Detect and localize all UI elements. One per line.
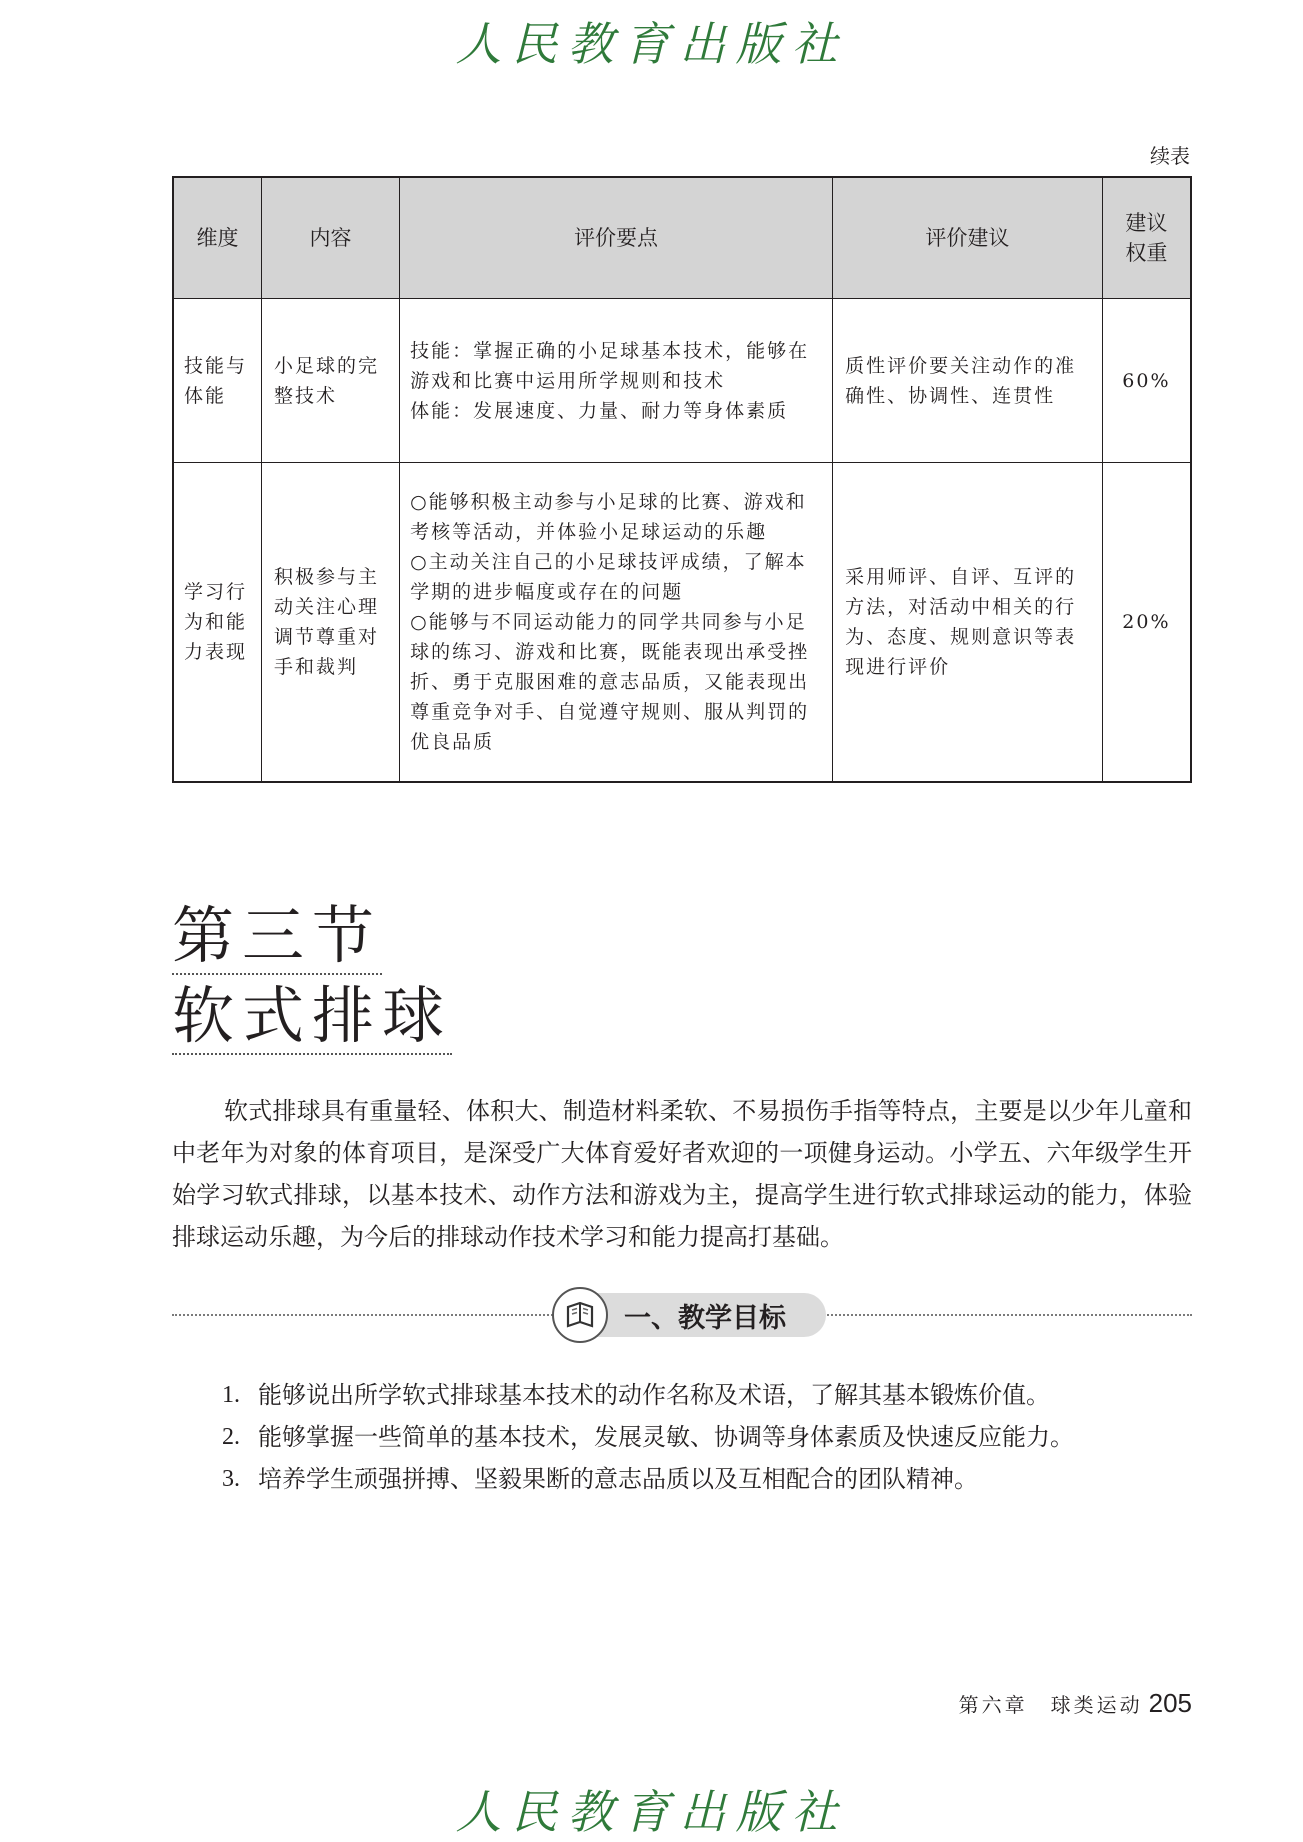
cell-suggestion: 质性评价要关注动作的准确性、协调性、连贯性 bbox=[833, 299, 1103, 463]
cell-weight: 60% bbox=[1102, 299, 1191, 463]
cell-suggestion: 采用师评、自评、互评的方法，对活动中相关的行为、态度、规则意识等表现进行评价 bbox=[833, 463, 1103, 783]
list-item bbox=[222, 1416, 1182, 1458]
page-number: 205 bbox=[1148, 1688, 1192, 1718]
publisher-watermark-top: 人民教育出版社 bbox=[455, 17, 848, 71]
subsection-title: 一、教学目标 bbox=[624, 1302, 786, 1334]
table-row bbox=[173, 463, 1191, 783]
goal-number: 2. bbox=[222, 1424, 240, 1450]
book-icon bbox=[552, 1287, 608, 1343]
header-weight: 建议权重 bbox=[1102, 177, 1191, 299]
table-continued-label: 续表 bbox=[1150, 144, 1190, 168]
table-header-row bbox=[173, 177, 1191, 299]
goal-text: 培养学生顽强拼搏、坚毅果断的意志品质以及互相配合的团队精神。 bbox=[258, 1465, 978, 1493]
goals-list bbox=[222, 1374, 1182, 1500]
section-title: 软式排球 bbox=[172, 985, 452, 1055]
evaluation-table bbox=[172, 176, 1192, 783]
key-point: ○主动关注自己的小足球技评成绩，了解本学期的进步幅度或存在的问题 bbox=[410, 551, 807, 603]
subsection-heading bbox=[556, 1293, 826, 1337]
key-point: 技能：掌握正确的小足球基本技术，能够在游戏和比赛中运用所学规则和技术 bbox=[410, 339, 810, 392]
cell-key-points bbox=[400, 299, 833, 463]
cell-content: 小足球的完整技术 bbox=[262, 299, 400, 463]
key-point: 体能：发展速度、力量、耐力等身体素质 bbox=[410, 399, 789, 422]
goal-text: 能够掌握一些简单的基本技术，发展灵敏、协调等身体素质及快速反应能力。 bbox=[258, 1423, 1074, 1451]
header-suggestion: 评价建议 bbox=[833, 177, 1103, 299]
cell-weight: 20% bbox=[1102, 463, 1191, 783]
table-row bbox=[173, 299, 1191, 463]
key-point: ○能够与不同运动能力的同学共同参与小足球的练习、游戏和比赛，既能表现出承受挫折、勇于克服困难的意志品质，又能表现出尊重竞争对手、自觉遵守规则、服从判罚的优良品质 bbox=[410, 611, 810, 753]
publisher-watermark-bottom: 人民教育出版社 bbox=[455, 1785, 848, 1839]
section-number: 第三节 bbox=[172, 905, 382, 975]
list-item bbox=[222, 1458, 1182, 1500]
intro-paragraph: 软式排球具有重量轻、体积大、制造材料柔软、不易损伤手指等特点，主要是以少年儿童和中老年为对象的体育项目，是深受广大体育爱好者欢迎的一项健身运动。小学五、六年级学生开始学习软式排球，以基本技术、动作方法和游戏为主，提高学生进行软式排球运动的能力，体验排球运动乐趣，为今后的排球动作技术学习和能力提高打基础。 bbox=[172, 1097, 1192, 1251]
chapter-label: 第六章 球类运动 bbox=[958, 1693, 1143, 1717]
cell-dimension: 技能与体能 bbox=[173, 299, 262, 463]
cell-dimension: 学习行为和能力表现 bbox=[173, 463, 262, 783]
goal-number: 3. bbox=[222, 1466, 240, 1492]
goal-text: 能够说出所学软式排球基本技术的动作名称及术语，了解其基本锻炼价值。 bbox=[258, 1381, 1050, 1409]
header-key-points: 评价要点 bbox=[400, 177, 833, 299]
page-footer bbox=[880, 1688, 1192, 1719]
header-content: 内容 bbox=[262, 177, 400, 299]
key-point: ○能够积极主动参与小足球的比赛、游戏和考核等活动，并体验小足球运动的乐趣 bbox=[410, 491, 807, 543]
goal-number: 1. bbox=[222, 1382, 240, 1408]
cell-key-points bbox=[400, 463, 833, 783]
header-dimension: 维度 bbox=[173, 177, 262, 299]
list-item bbox=[222, 1374, 1182, 1416]
cell-content: 积极参与主动关注心理调节尊重对手和裁判 bbox=[262, 463, 400, 783]
